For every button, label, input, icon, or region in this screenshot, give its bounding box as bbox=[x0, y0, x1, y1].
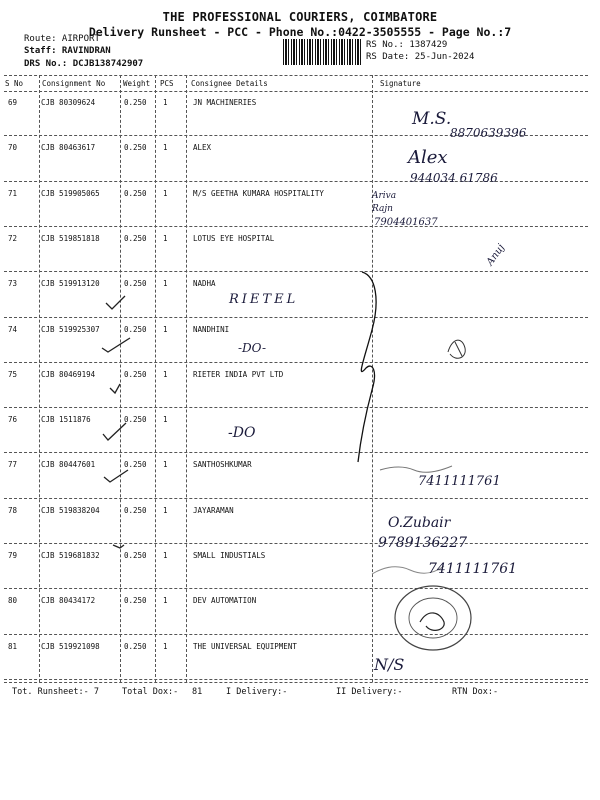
signature-71a: Ariva bbox=[372, 191, 397, 201]
bracket-scribble bbox=[358, 272, 376, 462]
row-consignee: NANDHINI bbox=[193, 324, 230, 334]
row-sno: 72 bbox=[8, 233, 18, 243]
check-mark bbox=[102, 338, 130, 352]
ditto-76: -DO bbox=[228, 425, 256, 441]
row-pcs: 1 bbox=[163, 233, 168, 243]
ii-delivery: II Delivery:- bbox=[336, 687, 403, 697]
drs-number: DRS No.: DCJB138742907 bbox=[24, 59, 144, 69]
row-consignment-no: CJB 80469194 bbox=[41, 369, 96, 379]
check-mark bbox=[103, 423, 126, 440]
total-dox-label: Total Dox:- bbox=[122, 687, 179, 697]
route-label: Route: AIRPORT bbox=[24, 34, 100, 44]
row-pcs: 1 bbox=[163, 551, 168, 560]
phone-69: 8870639396 bbox=[450, 126, 527, 140]
row-consignment-no: CJB 519921098 bbox=[41, 641, 100, 651]
row-weight: 0.250 bbox=[124, 460, 147, 470]
row-pcs: 1 bbox=[163, 415, 168, 425]
stamp-signature bbox=[420, 613, 444, 630]
col-pcs: PCS bbox=[160, 79, 174, 88]
row-consignee: JN MACHINERIES bbox=[193, 98, 257, 107]
row-consignee: SMALL INDUSTIALS bbox=[193, 551, 266, 560]
row-consignee: LOTUS EYE HOSPITAL bbox=[193, 233, 275, 243]
rs-date: RS Date: 25-Jun-2024 bbox=[366, 52, 475, 62]
row-consignment-no: CJB 1511876 bbox=[41, 415, 91, 425]
row-weight: 0.250 bbox=[124, 188, 147, 198]
signature-81: N/S bbox=[374, 655, 405, 674]
row-pcs: 1 bbox=[163, 324, 168, 334]
row-sno: 78 bbox=[8, 505, 18, 515]
row-pcs: 1 bbox=[163, 98, 168, 107]
row-weight: 0.250 bbox=[124, 369, 147, 379]
row-sno: 76 bbox=[8, 415, 18, 425]
check-mark bbox=[106, 296, 125, 309]
row-sno: 69 bbox=[8, 98, 18, 107]
row-weight: 0.250 bbox=[124, 279, 147, 289]
row-divider bbox=[4, 543, 588, 544]
row-consignment-no: CJB 80463617 bbox=[41, 143, 96, 153]
header-rule-top bbox=[4, 75, 588, 76]
row-divider bbox=[4, 634, 588, 635]
col-divider bbox=[120, 75, 121, 682]
row-divider bbox=[4, 498, 588, 499]
phone-78: 9789136227 bbox=[378, 535, 468, 551]
row-weight: 0.250 bbox=[124, 98, 147, 107]
row-pcs: 1 bbox=[163, 143, 168, 153]
phone-70: 944034 61786 bbox=[410, 171, 498, 185]
row-consignment-no: CJB 519905065 bbox=[41, 188, 100, 198]
company-stamp-inner bbox=[409, 598, 457, 638]
scribble-74 bbox=[448, 340, 465, 358]
rs-number: RS No.: 1387429 bbox=[366, 40, 448, 50]
col-divider bbox=[372, 75, 373, 682]
row-divider bbox=[4, 271, 588, 272]
row-consignee: NADHA bbox=[193, 279, 216, 289]
row-consignment-no: CJB 519925307 bbox=[41, 324, 100, 334]
header-rule-bottom bbox=[4, 91, 588, 92]
col-divider bbox=[186, 75, 187, 682]
company-stamp bbox=[395, 586, 471, 650]
row-divider bbox=[4, 588, 588, 589]
row-weight: 0.250 bbox=[124, 233, 147, 243]
row-weight: 0.250 bbox=[124, 324, 147, 334]
row-pcs: 1 bbox=[163, 505, 168, 515]
row-divider bbox=[4, 679, 588, 680]
phone-79: 7411111761 bbox=[428, 561, 518, 577]
row-sno: 81 bbox=[8, 641, 18, 651]
signature-69: M.S. bbox=[412, 109, 452, 129]
signature-71b: Rajn bbox=[372, 204, 393, 214]
barcode bbox=[283, 39, 361, 65]
row-pcs: 1 bbox=[163, 279, 168, 289]
col-signature: Signature bbox=[380, 79, 421, 88]
faint-signature-79 bbox=[372, 566, 444, 574]
row-divider bbox=[4, 362, 588, 363]
row-divider bbox=[4, 135, 588, 136]
row-consignee: RIETER INDIA PVT LTD bbox=[193, 369, 284, 379]
row-consignment-no: CJB 519838204 bbox=[41, 505, 100, 515]
row-sno: 79 bbox=[8, 551, 18, 560]
row-sno: 75 bbox=[8, 369, 18, 379]
tot-runsheet: Tot. Runsheet:- 7 bbox=[12, 687, 99, 697]
row-consignment-no: CJB 80434172 bbox=[41, 596, 96, 606]
row-pcs: 1 bbox=[163, 596, 168, 606]
row-consignment-no: CJB 519851818 bbox=[41, 233, 100, 243]
row-pcs: 1 bbox=[163, 641, 168, 651]
row-weight: 0.250 bbox=[124, 415, 147, 425]
check-mark bbox=[110, 384, 120, 393]
row-consignee: JAYARAMAN bbox=[193, 505, 234, 515]
row-consignment-no: CJB 80309624 bbox=[41, 98, 96, 107]
col-divider bbox=[39, 75, 40, 682]
total-dox-value: 81 bbox=[192, 687, 203, 697]
row-weight: 0.250 bbox=[124, 551, 147, 560]
col-divider bbox=[155, 75, 156, 682]
row-consignee: DEV AUTOMATION bbox=[193, 596, 257, 606]
row-sno: 80 bbox=[8, 596, 18, 606]
row-divider bbox=[4, 181, 588, 182]
signature-78: O.Zubair bbox=[388, 515, 451, 531]
col-weight: Weight bbox=[123, 79, 151, 88]
row-pcs: 1 bbox=[163, 369, 168, 379]
note-73: RIETEL bbox=[229, 292, 299, 307]
company-title: THE PROFESSIONAL COURIERS, COIMBATORE bbox=[162, 10, 438, 24]
row-pcs: 1 bbox=[163, 460, 168, 470]
phone-71: 7904401637 bbox=[374, 217, 438, 228]
row-weight: 0.250 bbox=[124, 143, 147, 153]
row-consignee: THE UNIVERSAL EQUIPMENT bbox=[193, 641, 297, 651]
row-sno: 71 bbox=[8, 188, 18, 198]
row-sno: 77 bbox=[8, 460, 18, 470]
row-consignee: SANTHOSHKUMAR bbox=[193, 460, 252, 470]
row-consignee: M/S GEETHA KUMARA HOSPITALITY bbox=[193, 188, 324, 198]
rtn-dox: RTN Dox:- bbox=[452, 687, 499, 697]
staff-label: Staff: RAVINDRAN bbox=[24, 46, 111, 56]
check-mark bbox=[104, 470, 128, 482]
row-pcs: 1 bbox=[163, 188, 168, 198]
row-divider bbox=[4, 407, 588, 408]
row-consignment-no: CJB 80447601 bbox=[41, 460, 96, 470]
row-sno: 74 bbox=[8, 324, 18, 334]
signature-72: Anuj bbox=[484, 242, 508, 268]
row-weight: 0.250 bbox=[124, 596, 147, 606]
col-consignment: Consignment No bbox=[42, 79, 106, 88]
col-sno: S No bbox=[5, 79, 24, 88]
row-weight: 0.250 bbox=[124, 505, 147, 515]
ditto-74: -DO- bbox=[238, 341, 267, 355]
col-consignee: Consignee Details bbox=[191, 79, 268, 88]
signature-70: Alex bbox=[408, 147, 448, 168]
row-divider bbox=[4, 452, 588, 453]
runsheet-subtitle: Delivery Runsheet - PCC - Phone No.:0422-3505555 - Page No.:7 bbox=[88, 25, 512, 39]
faint-signature-77 bbox=[380, 466, 452, 472]
row-weight: 0.250 bbox=[124, 641, 147, 651]
row-consignee: ALEX bbox=[193, 143, 212, 153]
i-delivery: I Delivery:- bbox=[226, 687, 288, 697]
row-divider bbox=[4, 226, 588, 227]
check-mark bbox=[113, 545, 124, 548]
row-sno: 70 bbox=[8, 143, 18, 153]
row-consignment-no: CJB 519681832 bbox=[41, 551, 100, 560]
phone-77: 7411111761 bbox=[418, 474, 501, 489]
row-consignment-no: CJB 519913120 bbox=[41, 279, 100, 289]
row-divider bbox=[4, 317, 588, 318]
row-sno: 73 bbox=[8, 279, 18, 289]
footer-rule bbox=[4, 682, 588, 683]
